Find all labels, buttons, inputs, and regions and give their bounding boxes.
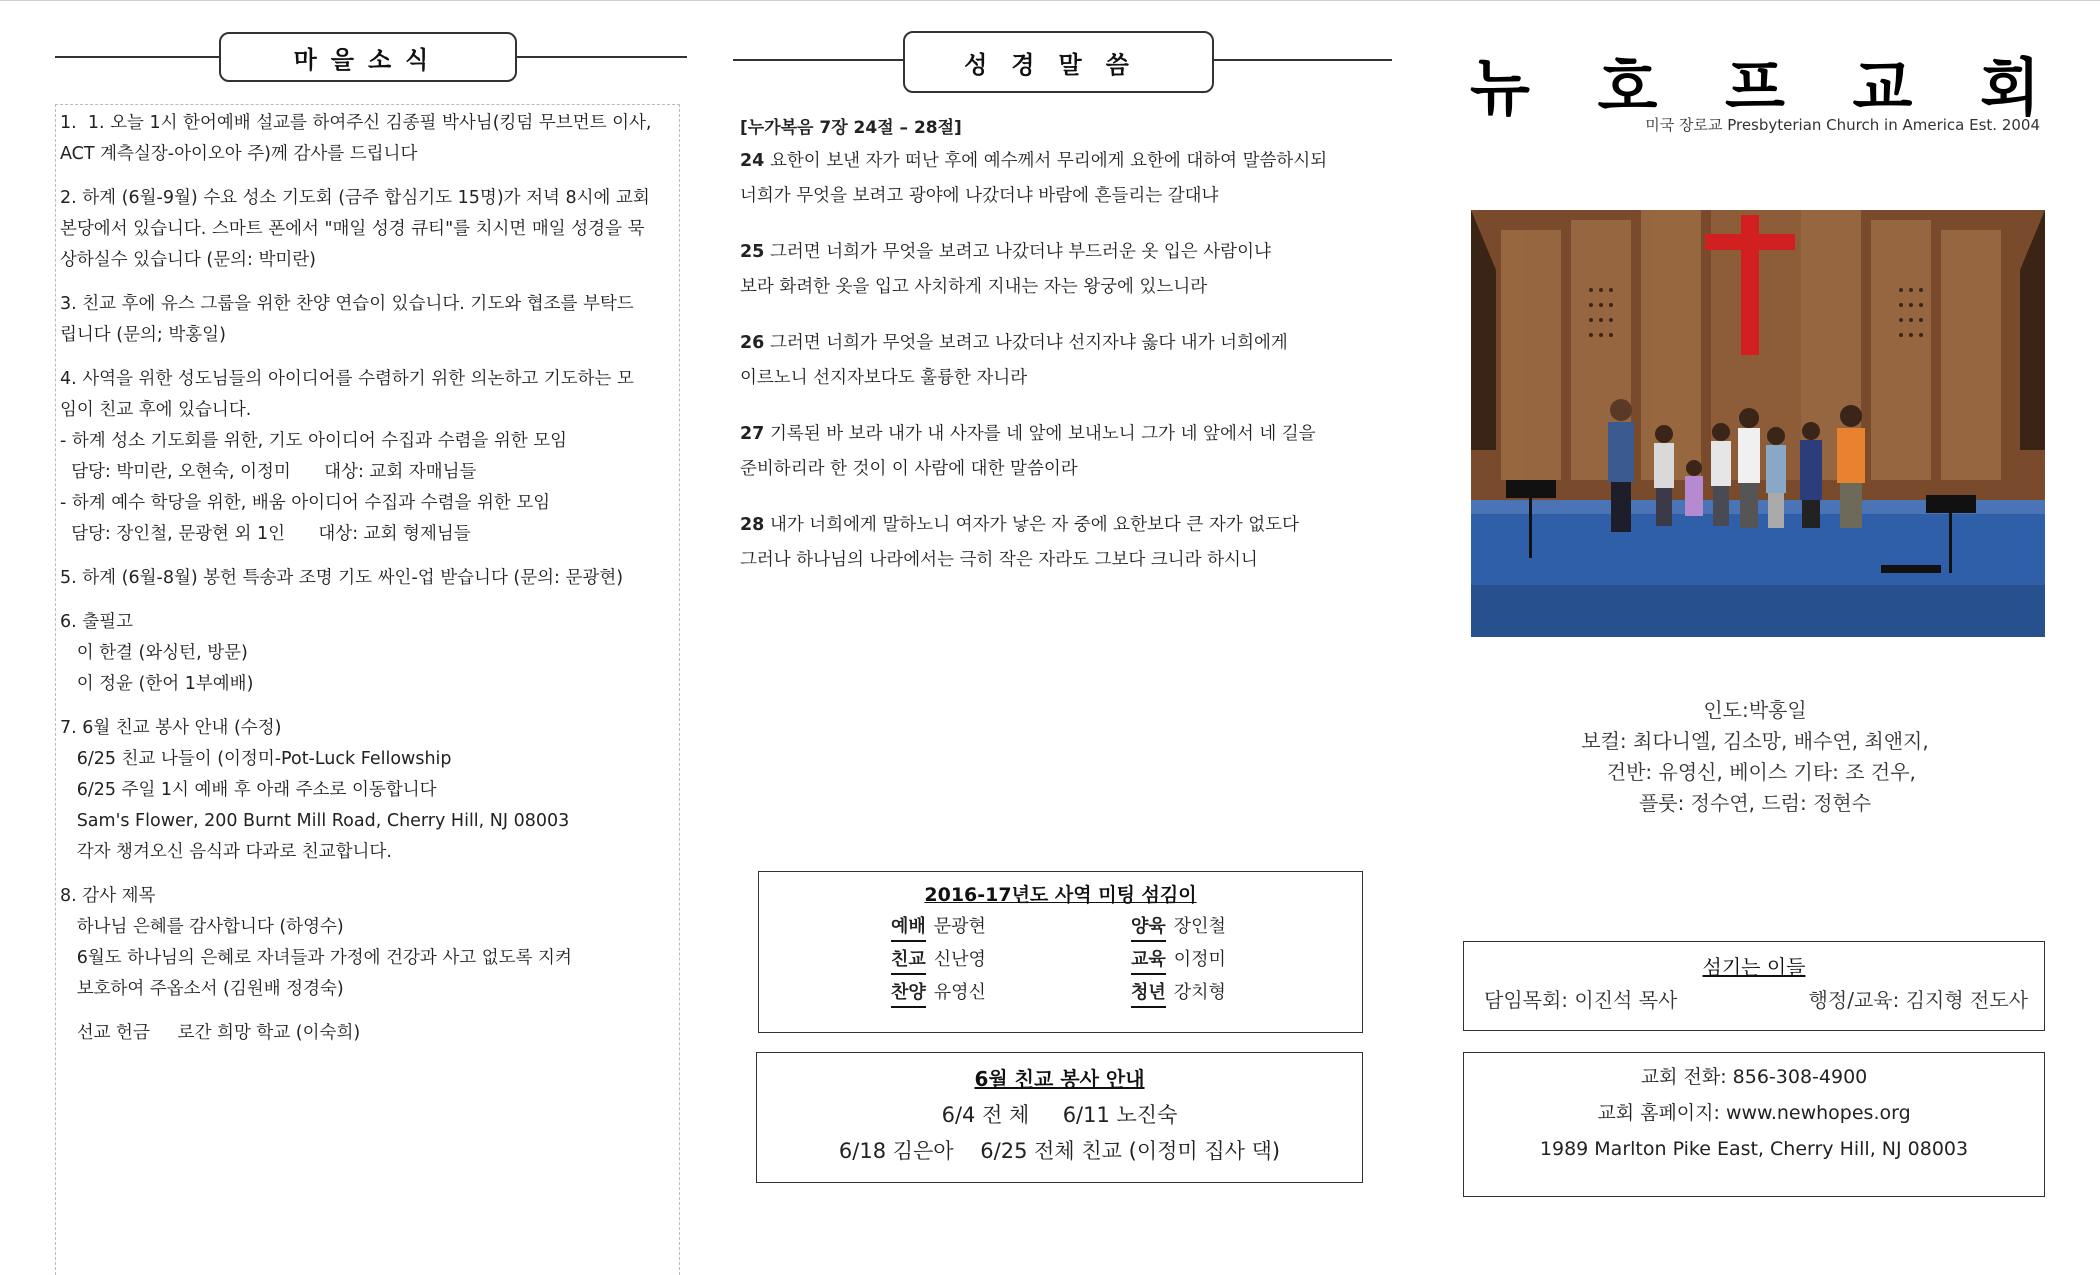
ministry-box (758, 871, 1363, 1033)
verse-text: 그러면 너희가 무엇을 보려고 나갔더냐 부드러운 옷 입은 사람이냐 (769, 242, 1271, 262)
scripture-header-line-right (1210, 59, 1392, 61)
news-line: 5. 하계 (6월-8월) 봉헌 특송과 조명 기도 싸인-업 받습니다 (문의: 문광현) (60, 568, 624, 588)
praise-team-line: 건반: 유영신, 베이스 기타: 조 건우, (1594, 760, 1916, 784)
verse-number: 24 (740, 151, 765, 171)
news-line: 담당: 장인철, 문광현 외 1인 대상: 교회 형제님들 (60, 524, 471, 544)
verse-text: 기록된 바 보라 내가 내 사자를 네 앞에 보내노니 그가 네 앞에서 네 길을 (769, 424, 1316, 444)
news-line: 1. 1. 오늘 1시 한어예배 설교를 하여주신 김종필 박사님(킹덤 무브먼트 이사, (60, 113, 652, 133)
ministry-role (891, 976, 1131, 1009)
role-label: 양육 (1131, 913, 1166, 942)
news-line: 8. 감사 제목 (60, 886, 156, 906)
ministry-role (1131, 976, 1251, 1009)
congregation-photo (1471, 210, 2045, 637)
news-item (60, 183, 685, 276)
role-name: 문광현 (933, 916, 986, 937)
verse-line (740, 508, 1380, 543)
verse (740, 417, 1380, 487)
verse-text: 준비하리라 한 것이 이 사람에 대한 말씀이라 (740, 459, 1078, 479)
ministry-title: 2016-17년도 사역 미팅 섬김이 (924, 884, 1197, 906)
fellowship-title: 6월 친교 봉사 안내 (974, 1067, 1145, 1091)
church-address: 1989 Marlton Pike East, Cherry Hill, NJ 08003 (1539, 1138, 1969, 1160)
praise-team (1470, 695, 2040, 819)
verse-list (740, 144, 1380, 578)
fellowship-box (756, 1052, 1363, 1183)
verse-line (740, 326, 1380, 361)
role-name: 유영신 (933, 982, 986, 1003)
church-homepage[interactable]: 교회 홈페이지: www.newhopes.org (1597, 1102, 1911, 1124)
news-line: - 하계 예수 학당을 위한, 배움 아이디어 수집과 수렴을 위한 모임 (60, 493, 551, 513)
servants-box (1463, 941, 2045, 1031)
fellowship-line-2: 6/18 김은아 6/25 전체 친교 (이정미 집사 댁) (838, 1139, 1281, 1163)
scripture-reference: [누가복음 7장 24절 – 28절] (740, 118, 962, 138)
verse (740, 144, 1380, 214)
verse-text: 이르노니 선지자보다도 훌륭한 자니라 (740, 368, 1028, 388)
fellowship-line-1: 6/4 전 체 6/11 노진숙 (941, 1103, 1178, 1127)
news-item (60, 364, 685, 550)
verse-number: 26 (740, 333, 765, 353)
news-item (60, 1018, 685, 1049)
news-line: ACT 계측실장-아이오아 주)께 감사를 드립니다 (60, 144, 418, 164)
verse (740, 326, 1380, 396)
news-line: 담당: 박미란, 오현숙, 이정미 대상: 교회 자매님들 (60, 462, 477, 482)
praise-team-line: 플룻: 정수연, 드럼: 정현수 (1638, 791, 1872, 815)
ministry-role (891, 910, 1131, 943)
ministry-roles (891, 910, 1251, 1009)
news-line: 3. 친교 후에 유스 그룹을 위한 찬양 연습이 있습니다. 기도와 협조를 부탁드 (60, 294, 634, 314)
news-line: 이 한결 (와싱턴, 방문) (60, 643, 248, 663)
verse-text: 그러면 너희가 무엇을 보려고 나갔더냐 선지자냐 옳다 내가 너희에게 (769, 333, 1288, 353)
verse-line (740, 270, 1380, 305)
news-item (60, 563, 685, 594)
verse-number: 28 (740, 515, 765, 535)
news-line: 보호하여 주옵소서 (김원배 정경숙) (60, 979, 344, 999)
servants-admin: 행정/교육: 김지형 전도사 (1808, 988, 2028, 1012)
news-line: - 하계 성소 기도회를 위한, 기도 아이디어 수집과 수렴을 위한 모임 (60, 431, 568, 451)
church-subtitle: 미국 장로교 Presbyterian Church in America Est. 2004 (1645, 116, 2040, 134)
role-label: 친교 (891, 946, 926, 975)
news-line: 6/25 주일 1시 예배 후 아래 주소로 이동합니다 (60, 780, 437, 800)
church-title-char: 교 (1852, 51, 1913, 124)
news-item (60, 881, 685, 1005)
servants-title: 섬기는 이들 (1702, 955, 1806, 979)
news-header-line-right (512, 56, 687, 58)
news-line: 본당에서 있습니다. 스마트 폰에서 "매일 성경 큐티"를 치시면 매일 성경을 묵 (60, 219, 645, 239)
role-name: 강치형 (1173, 982, 1226, 1003)
news-line: 상하실수 있습니다 (문의: 박미란) (60, 250, 317, 270)
verse-line (740, 543, 1380, 578)
verse-text: 내가 너희에게 말하노니 여자가 낳은 자 중에 요한보다 큰 자가 없도다 (769, 515, 1299, 535)
top-border (0, 0, 2100, 1)
news-line: Sam's Flower, 200 Burnt Mill Road, Cherry Hill, NJ 08003 (60, 811, 570, 831)
verse (740, 235, 1380, 305)
verse-number: 27 (740, 424, 765, 444)
news-item (60, 713, 685, 868)
verse-text: 요한이 보낸 자가 떠난 후에 예수께서 무리에게 요한에 대하여 말씀하시되 (769, 151, 1328, 171)
role-label: 예배 (891, 913, 926, 942)
verse-line (740, 417, 1380, 452)
verse-line (740, 452, 1380, 487)
scripture-header: 성경말씀 (903, 31, 1214, 93)
church-title-char: 뉴 (1470, 51, 1530, 124)
news-item (60, 607, 685, 700)
church-title-char: 프 (1725, 51, 1785, 124)
role-name: 장인철 (1173, 916, 1226, 937)
ministry-role (1131, 910, 1251, 943)
verse-text: 너희가 무엇을 보려고 광야에 나갔더냐 바람에 흔들리는 갈대냐 (740, 186, 1219, 206)
ministry-role-row (891, 910, 1251, 943)
verse-line (740, 361, 1380, 396)
ministry-role (1131, 943, 1251, 976)
role-label: 청년 (1131, 979, 1166, 1008)
news-line: 4. 사역을 위한 성도님들의 아이디어를 수렴하기 위한 의논하고 기도하는 모 (60, 369, 634, 389)
verse-text: 그러나 하나님의 나라에서는 극히 작은 자라도 그보다 크니라 하시니 (740, 550, 1258, 570)
verse-line (740, 235, 1380, 270)
scripture-passage (740, 112, 1380, 599)
news-line: 6/25 친교 나들이 (이정미-Pot-Luck Fellowship (60, 749, 452, 769)
news-line: 립니다 (문의; 박홍일) (60, 325, 226, 345)
news-line: 이 정윤 (한어 1부예배) (60, 674, 254, 694)
news-line: 선교 헌금 로간 희망 학교 (이숙희) (60, 1023, 361, 1043)
news-line: 각자 챙겨오신 음식과 다과로 친교합니다. (60, 842, 392, 862)
ministry-role-row (891, 976, 1251, 1009)
role-label: 찬양 (891, 979, 926, 1008)
news-line: 7. 6월 친교 봉사 안내 (수정) (60, 718, 282, 738)
contact-box (1463, 1052, 2045, 1197)
verse-number: 25 (740, 242, 765, 262)
ministry-role-row (891, 943, 1251, 976)
news-header: 마을소식 (219, 32, 517, 82)
news-line: 임이 친교 후에 있습니다. (60, 400, 252, 420)
servants-pastor: 담임목회: 이진석 목사 (1484, 988, 1678, 1012)
verse-line (740, 144, 1380, 179)
church-title-char: 회 (1980, 51, 2040, 124)
news-item (60, 289, 685, 351)
church-title-char: 호 (1597, 51, 1658, 124)
news-line: 하나님 은혜를 감사합니다 (하영수) (60, 917, 344, 937)
scripture-header-line-left (733, 59, 905, 61)
news-line: 6. 출필고 (60, 612, 133, 632)
role-label: 교육 (1131, 946, 1166, 975)
praise-team-line: 인도:박홍일 (1703, 698, 1807, 722)
verse-text: 보라 화려한 옷을 입고 사치하게 지내는 자는 왕궁에 있느니라 (740, 277, 1208, 297)
verse (740, 508, 1380, 578)
news-line: 6월도 하나님의 은혜로 자녀들과 가정에 건강과 사고 없도록 지켜 (60, 948, 572, 968)
ministry-role (891, 943, 1131, 976)
news-line: 2. 하계 (6월-9월) 수요 성소 기도회 (금주 합심기도 15명)가 저녁 8시에 교회 (60, 188, 650, 208)
news-item (60, 108, 685, 170)
role-name: 신난영 (933, 949, 986, 970)
praise-team-line: 보컬: 최다니엘, 김소망, 배수연, 최앤지, (1581, 729, 1929, 753)
verse-line (740, 179, 1380, 214)
news-list (60, 108, 685, 1062)
church-phone: 교회 전화: 856-308-4900 (1640, 1066, 1868, 1088)
news-header-line-left (55, 56, 220, 58)
role-name: 이정미 (1173, 949, 1226, 970)
